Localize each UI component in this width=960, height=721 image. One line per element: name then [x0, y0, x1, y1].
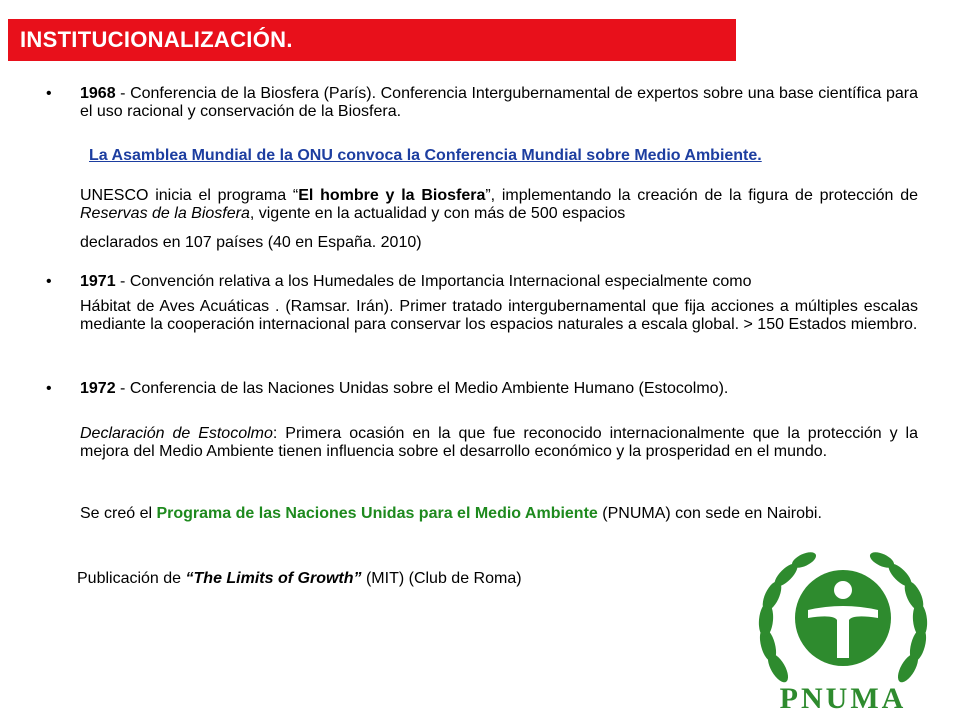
text-1971: - Convención relativa a los Humedales de Importancia Internacional especialmente como	[115, 273, 752, 290]
year-1968: 1968	[80, 85, 116, 102]
declaracion-text: : Primera ocasión en la que fue reconocido internacionalmente que la protección y la mejora del Medio Ambiente tienen influencia sobre el desarrollo económico y la prosperidad en el mundo.	[80, 425, 918, 460]
paragraph-unesco-line3: declarados en 107 países (40 en España. 2010)	[80, 234, 422, 251]
text-1968: - Conferencia de la Biosfera (París). Conferencia Intergubernamental de expertos sobre una base científica para el uso racional y conservación de la Biosfera.	[80, 85, 918, 120]
paragraph-1972	[80, 380, 918, 398]
paragraph-pnuma	[80, 505, 918, 523]
unesco-mid: ”, implementando la creación de la figura de protección de	[485, 187, 919, 204]
unesco-bold: El hombre y la Biosfera	[298, 187, 486, 204]
text-1972: - Conferencia de las Naciones Unidas sobre el Medio Ambiente Humano (Estocolmo).	[115, 380, 729, 397]
year-1971: 1971	[80, 273, 116, 290]
onu-assembly-link[interactable]: La Asamblea Mundial de la ONU convoca la Conferencia Mundial sobre Medio Ambiente.	[89, 147, 762, 164]
paragraph-1971	[80, 273, 918, 291]
pnuma-logo	[748, 540, 938, 716]
bullet-1971: •	[46, 273, 52, 290]
limits-pre: Publicación de	[77, 570, 186, 587]
paragraph-1968	[80, 85, 918, 121]
unesco-italic: Reservas de la Biosfera	[80, 205, 250, 222]
paragraph-limits	[77, 570, 777, 588]
declaracion-italic: Declaración de Estocolmo	[80, 425, 273, 442]
limits-post: (MIT) (Club de Roma)	[361, 570, 522, 587]
unesco-pre: UNESCO inicia el programa “	[80, 187, 299, 204]
pnuma-post: (PNUMA) con sede en Nairobi.	[597, 505, 822, 522]
pnuma-logo-text: PNUMA	[779, 682, 907, 715]
pnuma-emblem-icon	[748, 540, 938, 716]
unesco-post: , vigente en la actualidad y con más de 500 espacios	[249, 205, 626, 222]
limits-bold-italic: “The Limits of Growth”	[185, 570, 362, 587]
year-1972: 1972	[80, 380, 116, 397]
slide-title: INSTITUCIONALIZACIÓN.	[8, 19, 736, 61]
paragraph-1971-cont: Hábitat de Aves Acuáticas . (Ramsar. Irán). Primer tratado intergubernamental que fija acciones a múltiples escalas mediante la cooperación internacional para conservar los espacios naturales a escala global. > 150 Estados miembro.	[80, 298, 918, 333]
paragraph-unesco	[80, 187, 918, 223]
paragraph-declaracion	[80, 425, 918, 461]
pnuma-green: Programa de las Naciones Unidas para el Medio Ambiente	[156, 505, 598, 522]
bullet-1968: •	[46, 85, 52, 102]
bullet-1972: •	[46, 380, 52, 397]
pnuma-pre: Se creó el	[80, 505, 157, 522]
